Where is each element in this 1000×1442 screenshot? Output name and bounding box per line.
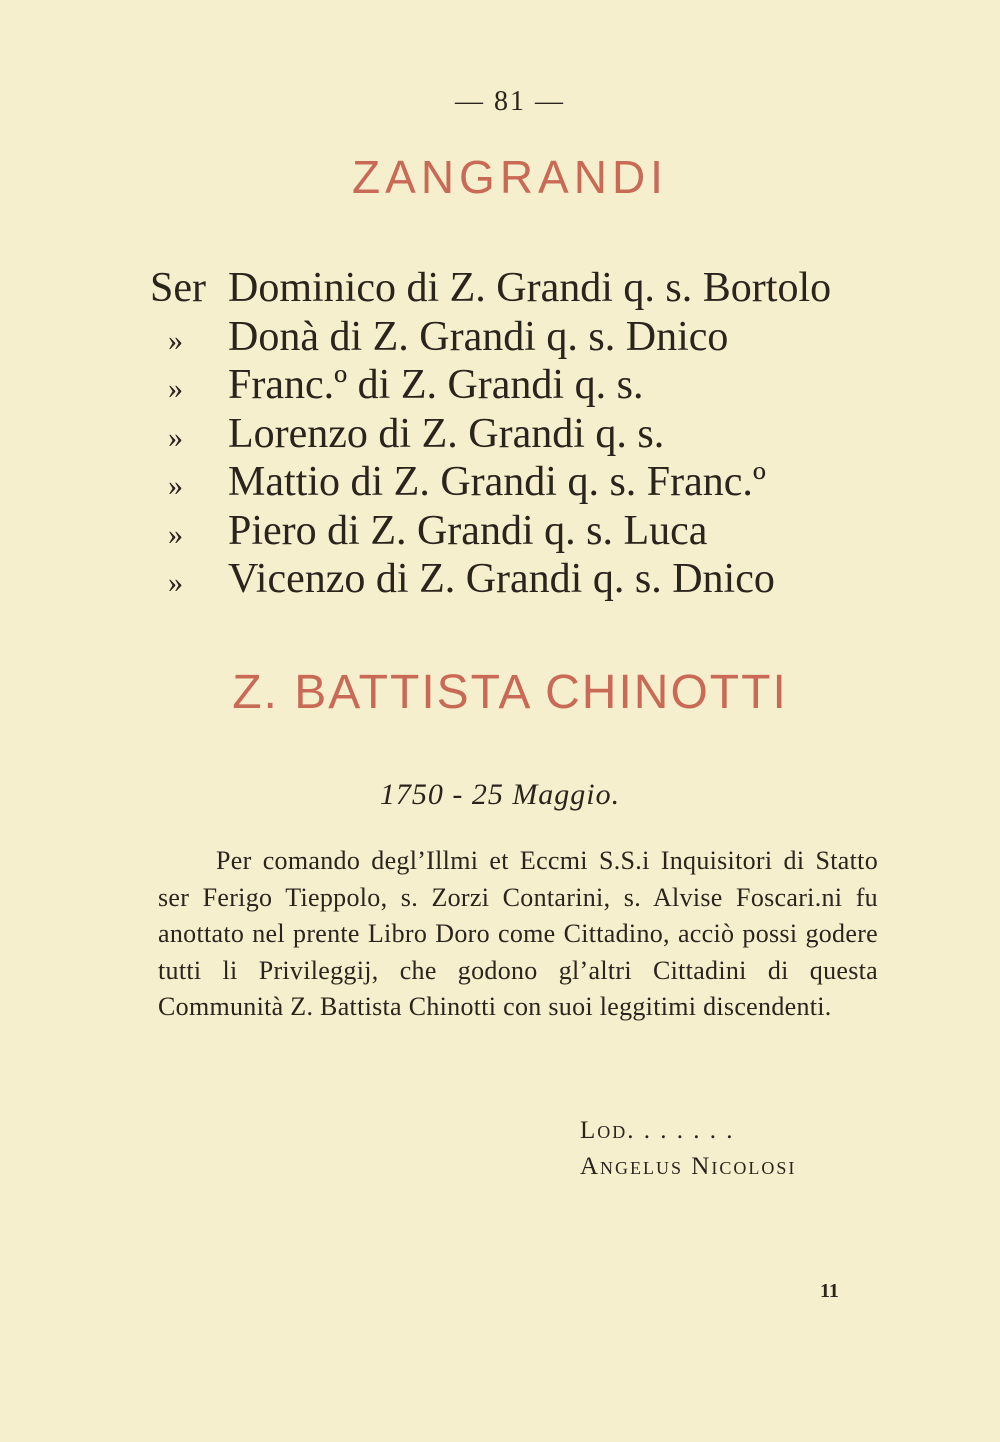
row-prefix: » (168, 372, 183, 405)
zangrandi-name-list (150, 264, 831, 604)
signature-name: Angelus Nicolosi (580, 1153, 797, 1180)
list-item (150, 555, 831, 604)
list-item (150, 313, 831, 362)
signature-block (580, 1113, 796, 1185)
section-title-chinotti: Z. BATTISTA CHINOTTI (232, 666, 788, 719)
page-number: — 81 — (455, 86, 565, 117)
entry-text: Vicenzo di Z. Grandi q. s. Dnico (228, 556, 775, 602)
entry-text: Donà di Z. Grandi q. s. Dnico (228, 313, 729, 360)
signature-mark: 11 (820, 1280, 839, 1302)
entry-text: Franc.º di Z. Grandi q. s. (228, 362, 644, 408)
list-item (150, 507, 831, 556)
entry-text: Lorenzo di Z. Grandi q. s. (228, 410, 665, 457)
entry-text: Piero di Z. Grandi q. s. Luca (228, 507, 708, 554)
row-prefix: » (168, 566, 183, 599)
list-item (150, 264, 831, 313)
row-prefix: » (168, 469, 183, 502)
record-body-text: Per comando degl’Illmi et Eccmi S.S.i Inquisitori di Statto ser Ferigo Tieppolo, s. Zorzi Contarini, s. Alvise Foscari.ni fu anottato nel prente Libro Doro come Cittadino, acciò possi godere tutti li Privileggij, che godono gl’altri Cittadini di questa Communità Z. Battista Chinotti con suoi leggitimi discendenti. (158, 846, 878, 1021)
list-item (150, 410, 831, 459)
entry-text: Mattio di Z. Grandi q. s. Franc.º (228, 459, 766, 505)
row-prefix: » (168, 420, 183, 454)
record-date: 1750 - 25 Maggio. (379, 778, 621, 811)
signature-lod: Lod. . . . . . . (580, 1117, 735, 1144)
list-item (150, 361, 831, 410)
section-title-zangrandi: ZANGRANDI (352, 151, 668, 203)
row-prefix: » (168, 517, 183, 551)
entry-text: Dominico di Z. Grandi q. s. Bortolo (228, 265, 832, 311)
row-prefix: Ser (150, 265, 206, 311)
row-prefix: » (168, 323, 183, 357)
list-item (150, 458, 831, 507)
